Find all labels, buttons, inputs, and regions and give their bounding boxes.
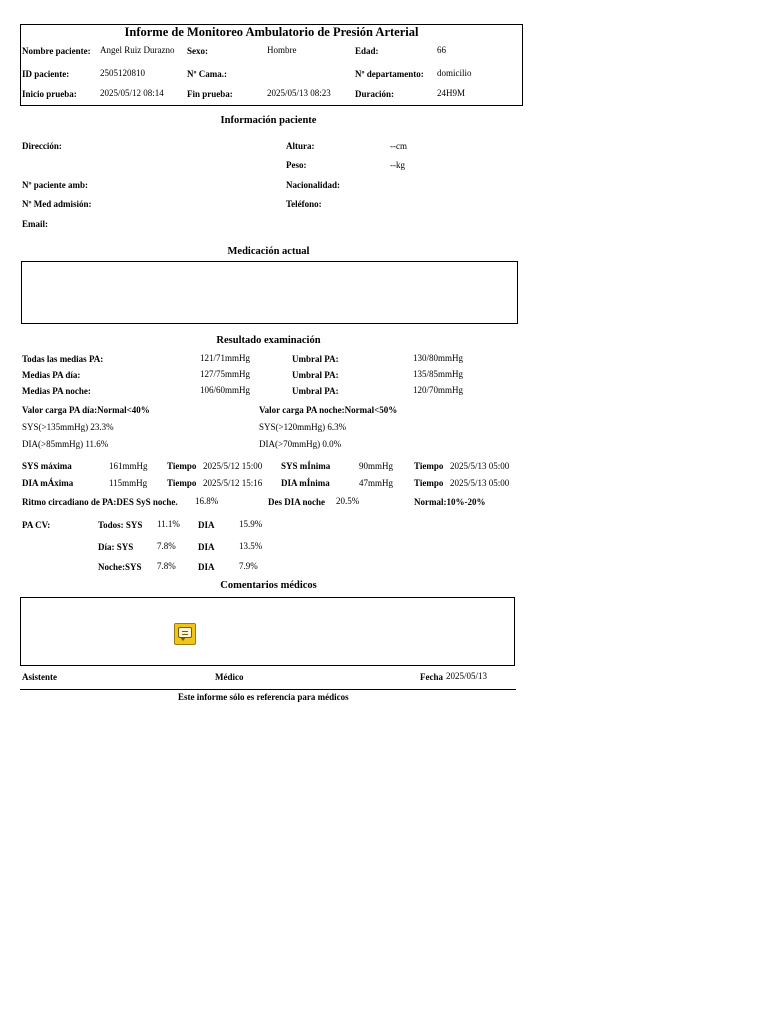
des-dia-value: 20.5%	[336, 496, 360, 506]
id-label: ID paciente:	[22, 69, 70, 79]
cv-all-dia: 15.9%	[239, 519, 263, 529]
sys-max-value: 161mmHg	[109, 461, 148, 471]
note-icon-tail	[180, 637, 186, 641]
dia-max-time-label: Tiempo	[167, 478, 197, 488]
sys-max-time: 2025/5/12 15:00	[203, 461, 263, 471]
name-label: Nombre paciente:	[22, 46, 91, 56]
sys-min-time-label: Tiempo	[414, 461, 444, 471]
sys-min-value: 90mmHg	[359, 461, 394, 471]
start-label: Inicio prueba:	[22, 89, 77, 99]
medication-title: Medicación actual	[227, 246, 310, 257]
end-label: Fin prueba:	[187, 89, 233, 99]
night-dia-load: DIA(>70mmHg) 0.0%	[259, 439, 342, 449]
height-label: Altura:	[286, 141, 315, 151]
doctor-label: Médico	[215, 672, 244, 682]
admission-label: Nº Med admisión:	[22, 199, 92, 209]
des-dia-label: Des DIA noche	[268, 497, 326, 507]
all-avg-value: 121/71mmHg	[200, 353, 251, 363]
address-label: Dirección:	[22, 141, 62, 151]
dia-min-time: 2025/5/13 05:00	[450, 478, 510, 488]
night-avg-value: 106/60mmHg	[200, 385, 251, 395]
sys-min-time: 2025/5/13 05:00	[450, 461, 510, 471]
cv-night-dia-label: DIA	[198, 562, 215, 572]
sex-value: Hombre	[267, 45, 297, 55]
date-value: 2025/05/13	[446, 671, 488, 681]
phone-label: Teléfono:	[286, 199, 322, 209]
report-title: Informe de Monitoreo Ambulatorio de Presión Arterial	[124, 25, 419, 39]
duration-value: 24H9M	[437, 88, 466, 98]
day-threshold-label: Umbral PA:	[292, 370, 339, 380]
cv-all-sys: 11.1%	[157, 519, 180, 529]
cv-day-label: Día: SYS	[98, 542, 134, 552]
comments-title: Comentarios médicos	[220, 580, 317, 591]
results-title: Resultado examinación	[216, 335, 321, 346]
cv-all-dia-label: DIA	[198, 520, 215, 530]
comments-box	[20, 597, 515, 666]
cv-day-dia-label: DIA	[198, 542, 215, 552]
weight-value: --kg	[390, 160, 405, 170]
cv-night-dia: 7.9%	[239, 561, 258, 571]
day-dia-load: DIA(>85mmHg) 11.6%	[22, 439, 109, 449]
dia-min-label: DIA mÍnima	[281, 478, 330, 488]
dia-min-time-label: Tiempo	[414, 478, 444, 488]
day-avg-value: 127/75mmHg	[200, 369, 251, 379]
name-value: Angel Ruiz Durazno	[100, 45, 175, 55]
height-value: --cm	[390, 141, 407, 151]
amb-label: Nº paciente amb:	[22, 180, 88, 190]
night-load-label: Valor carga PA noche:Normal<50%	[259, 405, 398, 415]
night-sys-load: SYS(>120mmHg) 6.3%	[259, 422, 347, 432]
day-sys-load: SYS(>135mmHg) 23.3%	[22, 422, 114, 432]
day-avg-label: Medias PA día:	[22, 370, 81, 380]
footer-divider	[20, 689, 516, 690]
all-threshold-value: 130/80mmHg	[413, 353, 464, 363]
day-load-label: Valor carga PA día:Normal<40%	[22, 405, 150, 415]
night-avg-label: Medias PA noche:	[22, 386, 91, 396]
sys-max-time-label: Tiempo	[167, 461, 197, 471]
night-threshold-label: Umbral PA:	[292, 386, 339, 396]
start-value: 2025/05/12 08:14	[100, 88, 164, 98]
sys-min-label: SYS mÍnima	[281, 461, 331, 471]
end-value: 2025/05/13 08:23	[267, 88, 331, 98]
age-value: 66	[437, 45, 446, 55]
disclaimer: Este informe sólo es referencia para médicos	[178, 692, 349, 702]
weight-label: Peso:	[286, 160, 307, 170]
cv-day-dia: 13.5%	[239, 541, 263, 551]
all-threshold-label: Umbral PA:	[292, 354, 339, 364]
age-label: Edad:	[355, 46, 379, 56]
cv-all-label: Todos: SYS	[98, 520, 143, 530]
dia-min-value: 47mmHg	[359, 478, 394, 488]
dia-max-value: 115mmHg	[109, 478, 148, 488]
normal-range-label: Normal:10%-20%	[414, 497, 486, 507]
day-threshold-value: 135/85mmHg	[413, 369, 464, 379]
dia-max-label: DIA mÁxima	[22, 478, 74, 488]
sex-label: Sexo:	[187, 46, 208, 56]
date-label: Fecha	[420, 672, 443, 682]
night-threshold-value: 120/70mmHg	[413, 385, 464, 395]
medication-box	[21, 261, 518, 324]
dia-max-time: 2025/5/12 15:16	[203, 478, 263, 488]
email-label: Email:	[22, 219, 48, 229]
circadian-value: 16.8%	[195, 496, 219, 506]
dept-label: Nº departamento:	[355, 69, 424, 79]
cv-day-sys: 7.8%	[157, 541, 176, 551]
all-avg-label: Todas las medias PA:	[22, 354, 104, 364]
nationality-label: Nacionalidad:	[286, 180, 341, 190]
patient-info-title: Información paciente	[220, 115, 317, 126]
bed-label: Nº Cama.:	[187, 69, 227, 79]
dept-value: domicilio	[437, 68, 472, 78]
circadian-label: Ritmo circadiano de PA:DES SyS noche.	[22, 497, 178, 507]
cv-night-sys: 7.8%	[157, 561, 176, 571]
id-value: 2505120810	[100, 68, 145, 78]
cv-night-label: Noche:SYS	[98, 562, 142, 572]
sys-max-label: SYS máxima	[22, 461, 72, 471]
cv-label: PA CV:	[22, 520, 51, 530]
assistant-label: Asistente	[22, 672, 57, 682]
duration-label: Duración:	[355, 89, 394, 99]
note-icon[interactable]	[174, 623, 196, 645]
